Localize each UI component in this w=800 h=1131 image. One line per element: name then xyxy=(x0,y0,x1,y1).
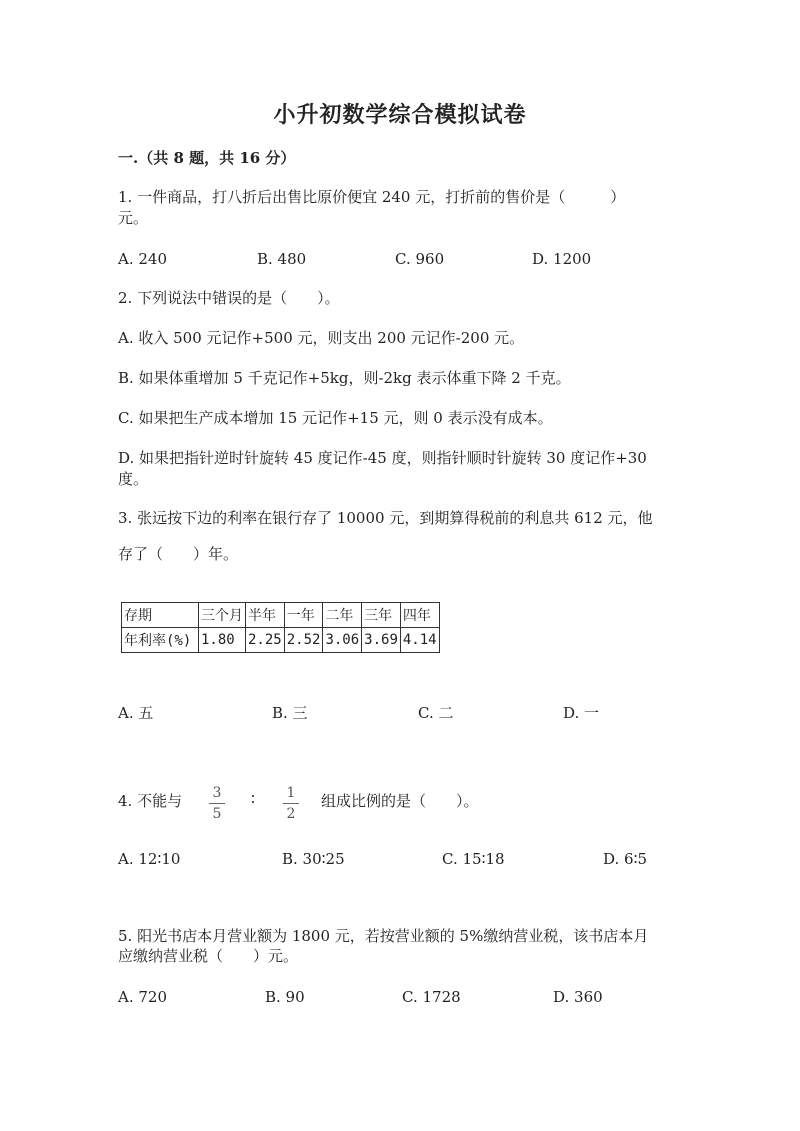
fraction-denominator: 2 xyxy=(286,806,296,822)
table-header-cell: 一年 xyxy=(284,603,323,628)
q5-option-a: A. 720 xyxy=(118,988,167,1006)
table-cell: 2.52 xyxy=(284,628,323,653)
table-cell: 4.14 xyxy=(400,628,439,653)
q4-option-d: D. 6∶5 xyxy=(603,850,648,868)
q5-stem-line2: 应缴纳营业税（ ）元。 xyxy=(118,947,299,965)
q1-option-d: D. 1200 xyxy=(532,250,592,268)
table-cell: 年利率(%) xyxy=(122,628,199,653)
table-header-row xyxy=(122,603,440,628)
table-cell: 2.25 xyxy=(246,628,285,653)
interest-rate-table xyxy=(121,602,440,653)
q4-option-c: C. 15∶18 xyxy=(442,850,505,868)
q2-option-d-line1: D. 如果把指针逆时针旋转 45 度记作-45 度，则指针顺时针旋转 30 度记作+30 xyxy=(118,449,647,467)
section-heading: 一.（共 8 题，共 16 分） xyxy=(118,149,296,167)
page-title: 小升初数学综合模拟试卷 xyxy=(273,102,527,128)
q4-stem-prefix: 4. 不能与 xyxy=(118,792,183,810)
table-header-cell: 三个月 xyxy=(199,603,246,628)
table-header-cell: 存期 xyxy=(122,603,199,628)
table-header-cell: 三年 xyxy=(362,603,401,628)
table-header-cell: 半年 xyxy=(246,603,285,628)
q1-option-a: A. 240 xyxy=(118,250,167,268)
q4-option-b: B. 30∶25 xyxy=(282,850,345,868)
q1-option-c: C. 960 xyxy=(395,250,445,268)
fraction-numerator: 3 xyxy=(212,785,222,801)
q2-option-a: A. 收入 500 元记作+500 元，则支出 200 元记作-200 元。 xyxy=(118,329,525,347)
q5-stem-line1: 5. 阳光书店本月营业额为 1800 元，若按营业额的 5%缴纳营业税，该书店本月 xyxy=(118,927,649,945)
q3-option-c: C. 二 xyxy=(418,704,454,722)
q5-option-b: B. 90 xyxy=(265,988,305,1006)
q2-option-c: C. 如果把生产成本增加 15 元记作+15 元，则 0 表示没有成本。 xyxy=(118,409,553,427)
table-row xyxy=(122,628,440,653)
fraction-numerator: 1 xyxy=(286,785,296,801)
table-cell: 1.80 xyxy=(199,628,246,653)
table-cell: 3.06 xyxy=(323,628,362,653)
fraction-one-half xyxy=(283,785,299,822)
q4-stem-suffix: 组成比例的是（ ）。 xyxy=(321,792,479,810)
q5-option-c: C. 1728 xyxy=(402,988,461,1006)
q2-option-d-line2: 度。 xyxy=(118,470,149,488)
q5-option-d: D. 360 xyxy=(553,988,603,1006)
q1-stem-line1: 1. 一件商品，打八折后出售比原价便宜 240 元，打折前的售价是（ ） xyxy=(118,188,626,206)
q3-stem-line2: 存了（ ）年。 xyxy=(118,545,239,563)
q3-option-d: D. 一 xyxy=(563,704,600,722)
q1-stem-line2: 元。 xyxy=(118,209,149,227)
table-cell: 3.69 xyxy=(362,628,401,653)
q3-stem-line1: 3. 张远按下边的利率在银行存了 10000 元，到期算得税前的利息共 612 元，他 xyxy=(118,509,653,527)
q3-option-a: A. 五 xyxy=(118,704,154,722)
table-header-cell: 四年 xyxy=(400,603,439,628)
table-header-cell: 二年 xyxy=(323,603,362,628)
q3-option-b: B. 三 xyxy=(272,704,308,722)
fraction-denominator: 5 xyxy=(212,806,222,822)
q2-stem: 2. 下列说法中错误的是（ ）。 xyxy=(118,289,340,307)
q1-option-b: B. 480 xyxy=(257,250,307,268)
fraction-three-fifths xyxy=(209,785,225,822)
q4-option-a: A. 12∶10 xyxy=(118,850,181,868)
q2-option-b: B. 如果体重增加 5 千克记作+5kg，则-2kg 表示体重下降 2 千克。 xyxy=(118,369,571,387)
ratio-colon: ∶ xyxy=(251,790,255,808)
